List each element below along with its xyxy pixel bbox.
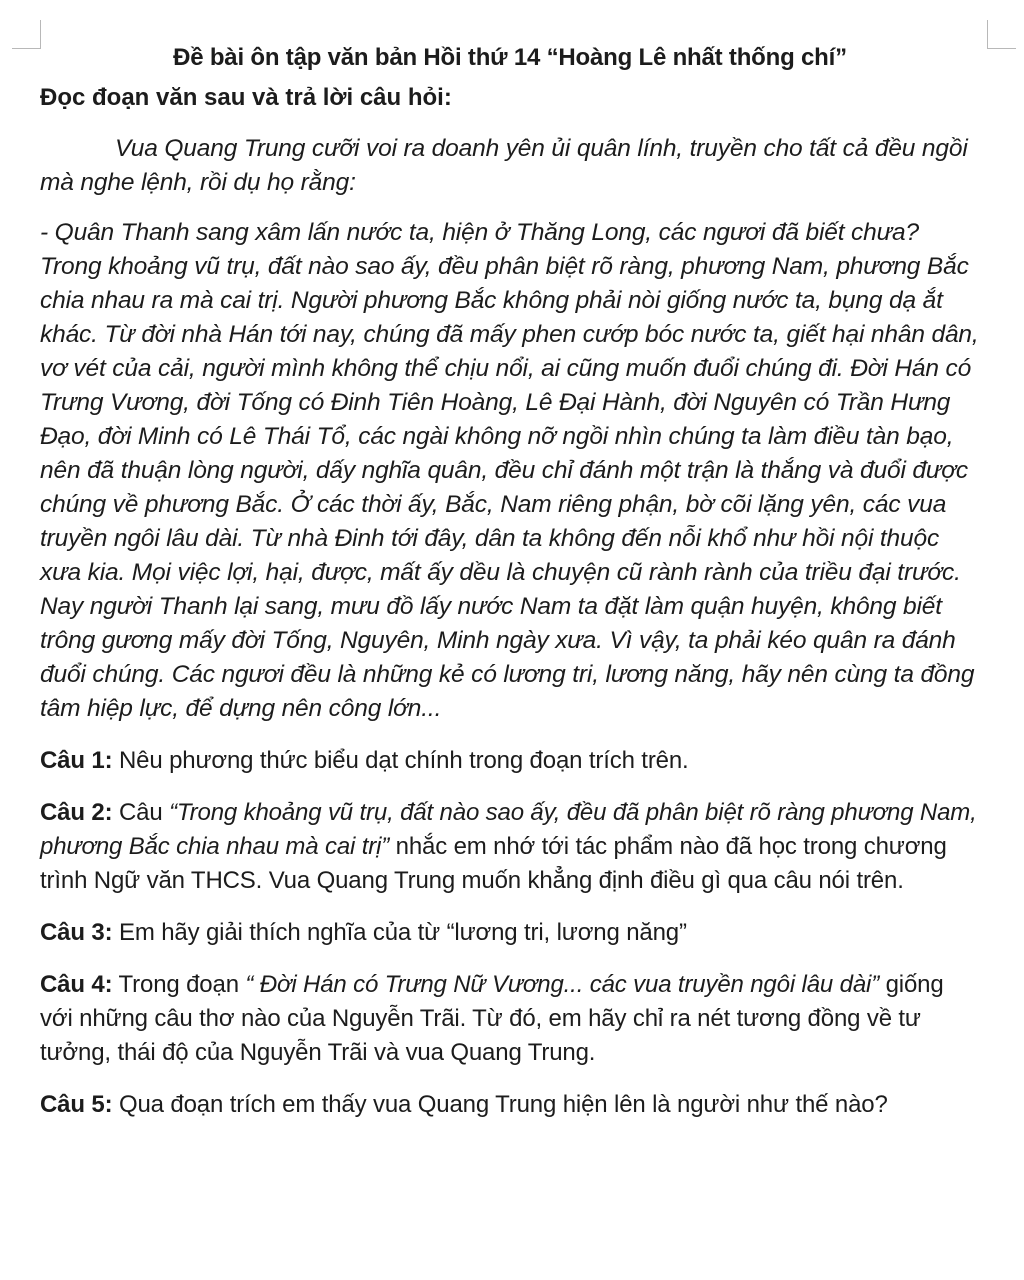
question-label: Câu 2: [40,799,113,826]
page-corner-mark-right [987,20,1016,49]
question-text: Câu [112,799,170,826]
question-2 [40,796,980,898]
reading-instruction: Đọc đoạn văn sau và trả lời câu hỏi: [40,84,452,111]
question-label: Câu 4: [40,971,113,998]
question-3 [40,916,980,950]
question-label: Câu 5: [40,1091,113,1118]
question-quote: “Trong khoảng vũ trụ, đất nào sao ấy, đều đã phân biệt rõ ràng phương Nam, phương Bắc chia nhau mà cai trị” [40,799,977,860]
question-label: Câu 1: [40,747,113,774]
question-label: Câu 3: [40,919,113,946]
question-5 [40,1088,980,1122]
question-text: Nêu phương thức biểu dạt chính trong đoạn trích trên. [112,747,689,774]
question-text: Em hãy giải thích nghĩa của từ “lương tri, lương năng” [112,919,687,946]
passage-speech: - Quân Thanh sang xâm lấn nước ta, hiện ở Thăng Long, các ngươi đã biết chưa? Trong khoảng vũ trụ, đất nào sao ấy, đều phân biệt rõ ràng, phương Nam, phương Bắc chia nhau ra mà cai trị. Người phương Bắc không phải nòi giống nước ta, bụng dạ ắt khác. Từ đời nhà Hán tới nay, chúng đã mấy phen cướp bóc nước ta, giết hại nhân dân, vơ vét của cải, người mình không thể chịu nổi, ai cũng muốn đuổi chúng đi. Đời Hán có Trưng Vương, đời Tống có Đinh Tiên Hoàng, Lê Đại Hành, đời Nguyên có Trần Hưng Đạo, đời Minh có Lê Thái Tổ, các ngài không nỡ ngồi nhìn chúng ta làm điều tàn bạo, nên đã thuận lòng người, dấy nghĩa quân, đều chỉ đánh một trận là thắng và đuổi được chúng về phương Bắc. Ở các thời ấy, Bắc, Nam riêng phận, bờ cõi lặng yên, các vua truyền ngôi lâu dài. Từ nhà Đinh tới đây, dân ta không đến nỗi khổ như hồi nội thuộc xưa kia. Mọi việc lợi, hại, được, mất ấy dều là chuyện cũ rành rành của triều đại trước. Nay người Thanh lại sang, mưu đồ lấy nước Nam ta đặt làm quận huyện, không biết trông gương mấy đời Tống, Nguyên, Minh ngày xưa. Vì vậy, ta phải kéo quân ra đánh đuổi chúng. Các ngươi đều là những kẻ có lương tri, lương năng, hãy nên cùng ta đồng tâm hiệp lực, để dựng nên công lớn... [40,219,979,722]
page-corner-mark-left [12,20,41,49]
question-text: Qua đoạn trích em thấy vua Quang Trung hiện lên là người như thế nào? [112,1091,888,1118]
document-title: Đề bài ôn tập văn bản Hồi thứ 14 “Hoàng Lê nhất thống chí” [173,44,847,71]
question-1 [40,744,980,778]
document-page [40,44,980,1140]
question-text-continued: nhắc em nhớ tới tác phẩm nào đã học trong chương trình Ngữ văn THCS. Vua Quang Trung muốn khẳng định điều gì qua câu nói trên. [40,833,947,894]
passage-intro: Vua Quang Trung cưỡi voi ra doanh yên ủi quân lính, truyền cho tất cả đều ngồi mà nghe lệnh, rồi dụ họ rằng: [40,135,968,196]
question-text: Trong đoạn [112,971,246,998]
question-quote: “ Đời Hán có Trưng Nữ Vương... các vua truyền ngôi lâu dài” [245,971,880,998]
question-text-continued: giống với những câu thơ nào của Nguyễn Trãi. Từ đó, em hãy chỉ ra nét tương đồng về tư tưởng, thái độ của Nguyễn Trãi và vua Quang Trung. [40,971,944,1066]
question-4 [40,968,980,1070]
